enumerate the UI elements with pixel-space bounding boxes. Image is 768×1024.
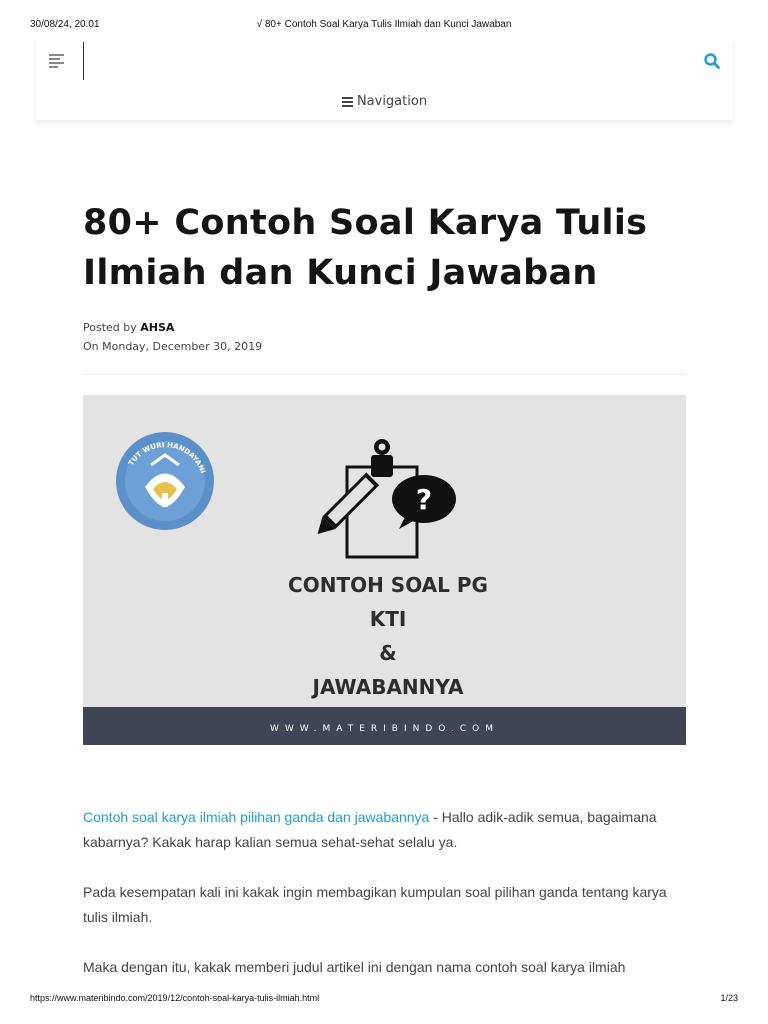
site-header — [36, 38, 733, 120]
tut-wuri-handayani-logo-icon — [116, 432, 214, 530]
hero-caption-line3: & — [379, 641, 397, 665]
navigation-toggle[interactable] — [36, 94, 733, 109]
paragraph-2: Pada kesempatan kali ini kakak ingin membagikan kumpulan soal pilihan ganda tentang karya tulis ilmiah. — [83, 884, 667, 925]
print-footer — [30, 993, 738, 1007]
article-body — [83, 805, 683, 1006]
print-page-title: √ 80+ Contoh Soal Karya Tulis Ilmiah dan Kunci Jawaban — [256, 19, 512, 30]
intro-link[interactable]: Contoh soal karya ilmiah pilihan ganda dan jawabannya — [83, 809, 430, 825]
print-page-number: 1/23 — [720, 993, 738, 1003]
logo-lettering: TUT WURI HANDAYANI — [127, 441, 207, 475]
hero-caption-line4: JAWABANNYA — [312, 675, 464, 699]
post-title: 80+ Contoh Soal Karya Tulis Ilmiah dan Kunci Jawaban — [83, 203, 648, 293]
paragraph-intro — [83, 805, 683, 854]
print-header — [30, 19, 738, 33]
print-datetime: 30/08/24, 20.01 — [30, 19, 100, 30]
posted-by-label: Posted by — [83, 321, 137, 334]
meta-divider — [83, 374, 686, 375]
hero-image — [83, 395, 686, 745]
hamburger-menu-icon[interactable] — [49, 54, 64, 66]
author-link[interactable]: AHSA — [140, 321, 175, 334]
nav-bars-icon — [342, 95, 353, 109]
print-url: https://www.materibindo.com/2019/12/contoh-soal-karya-tulis-ilmiah.html — [30, 993, 320, 1003]
hero-caption-line2: KTI — [369, 607, 407, 631]
intro-text: - Hallo adik-adik semua, bagaimana kabarnya? Kakak harap kalian semua sehat-sehat selalu ya. — [83, 809, 657, 850]
svg-text:?: ? — [415, 483, 433, 516]
post-meta — [83, 321, 262, 353]
header-divider — [83, 42, 84, 80]
hero-website-strip: WWW.MATERIBINDO.COM — [83, 707, 686, 745]
post-date: On Monday, December 30, 2019 — [83, 340, 263, 353]
paragraph-3: Maka dengan itu, kakak memberi judul artikel ini dengan nama contoh soal karya ilmiah — [83, 959, 626, 975]
search-icon[interactable] — [703, 52, 721, 70]
clipboard-question-icon — [311, 439, 456, 557]
hero-caption-line1: CONTOH SOAL PG — [288, 573, 488, 597]
navigation-label: Navigation — [356, 94, 428, 109]
